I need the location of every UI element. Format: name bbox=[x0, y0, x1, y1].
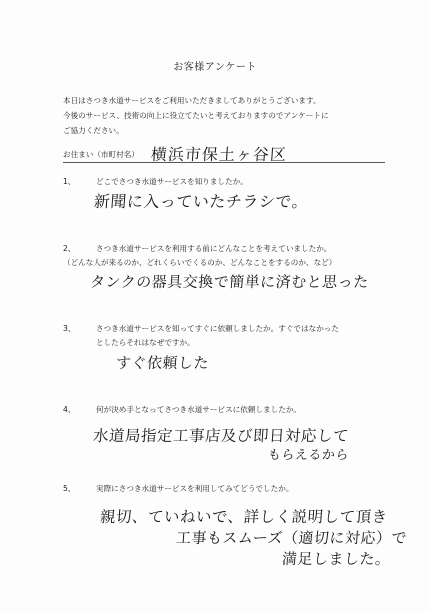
intro-line: 今後のサービス、技術の向上に役立てたいと考えておりますのでアンケートに bbox=[63, 111, 329, 120]
intro-text bbox=[63, 93, 403, 138]
page-title: お客様アンケート bbox=[173, 62, 257, 73]
question-text: さつき水道サービスを知ってすぐに依頼しましたか。すぐではなかった bbox=[96, 324, 339, 333]
answer-text: 新聞に入っていたチラシで。 bbox=[93, 192, 309, 211]
question-number: 4、 bbox=[63, 405, 76, 414]
question-subtext: としたらそれはなぜですか。 bbox=[96, 338, 195, 347]
question-text: さつき水道サービスを利用する前にどんなことを考えていましたか。 bbox=[96, 244, 332, 253]
intro-line: 本日はさつき水道サービスをご利用いただきましてありがとうございます。 bbox=[63, 96, 321, 105]
question-text: 何が決め手となってさつき水道サービスに依頼しましたか。 bbox=[96, 405, 302, 414]
question-subtext: （どんな人が来るのか、どれくらいでくるのか、どんなことをするのか、など） bbox=[63, 258, 337, 267]
question-number: 2、 bbox=[63, 244, 76, 253]
question-text: 実際にさつき水道サービスを利用してみてどうでしたか。 bbox=[96, 484, 294, 493]
answer-text: 親切、ていねいで、詳しく説明して頂き bbox=[99, 508, 389, 526]
answer-text: 工事もスムーズ（適切に対応）で bbox=[175, 529, 408, 547]
question-number: 1、 bbox=[63, 177, 76, 186]
intro-line: ご協力ください。 bbox=[63, 126, 124, 135]
address-field bbox=[63, 144, 385, 163]
question-text: どこでさつき水道サービスを知りましたか。 bbox=[96, 177, 248, 186]
answer-text: もらえるから bbox=[267, 448, 350, 463]
question-number: 3、 bbox=[63, 324, 76, 333]
question-number: 5、 bbox=[63, 484, 76, 493]
address-label: お住まい（市町村名） bbox=[63, 150, 139, 159]
address-value: 横浜市保土ヶ谷区 bbox=[150, 145, 288, 164]
answer-text: 満足しました。 bbox=[281, 550, 392, 568]
answer-text: 水道局指定工事店及び即日対応して bbox=[92, 427, 350, 445]
answer-text: すぐ依頼した bbox=[115, 354, 210, 372]
answer-text: タンクの器具交換で簡単に済むと思った bbox=[89, 273, 370, 291]
